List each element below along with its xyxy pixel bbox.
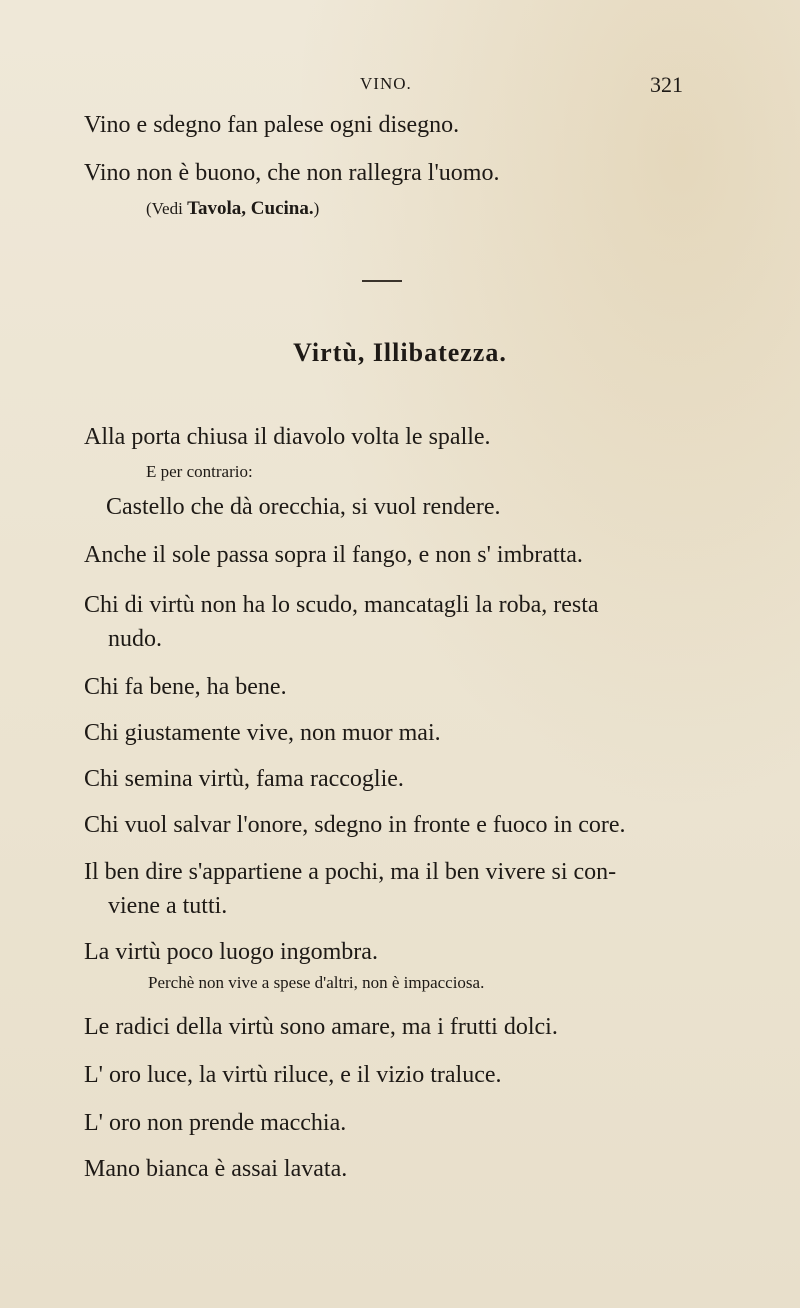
see-also-prefix: (Vedi: [146, 199, 188, 218]
proverb-line-continuation: viene a tutti.: [108, 893, 228, 919]
proverb-entry: Castello che dà orecchia, si vuol rendere.: [106, 494, 501, 520]
page-header: [0, 74, 800, 102]
proverb-entry: Chi vuol salvar l'onore, sdegno in fronte e fuoco in core.: [84, 812, 626, 838]
proverb-note: Perchè non vive a spese d'altri, non è impacciosa.: [148, 973, 485, 992]
proverb-entry: Alla porta chiusa il diavolo volta le spalle.: [84, 424, 491, 450]
proverb-entry: Chi semina virtù, fama raccoglie.: [84, 766, 404, 792]
section-heading: Virtù, Illibatezza.: [293, 338, 507, 367]
page-number: 321: [650, 72, 683, 97]
proverb-entry: Anche il sole passa sopra il fango, e non s' imbratta.: [84, 542, 583, 568]
proverb-entry: Le radici della virtù sono amare, ma i frutti dolci.: [84, 1014, 558, 1040]
proverb-note: E per contrario:: [146, 462, 253, 481]
see-also-suffix: ): [313, 199, 320, 218]
proverb-line-continuation: nudo.: [108, 626, 162, 652]
see-also-note: [146, 198, 319, 220]
proverb-entry: L' oro non prende macchia.: [84, 1110, 347, 1136]
section-divider: [362, 280, 402, 282]
proverb-entry: Mano bianca è assai lavata.: [84, 1156, 348, 1182]
proverb-line: Chi di virtù non ha lo scudo, mancatagli la roba, resta: [84, 592, 599, 618]
proverb-entry: [84, 588, 684, 656]
proverb-entry: Chi giustamente vive, non muor mai.: [84, 720, 441, 746]
proverb-entry: La virtù poco luogo ingombra.: [84, 939, 378, 965]
proverb-entry: Chi fa bene, ha bene.: [84, 674, 287, 700]
proverb-entry: Vino non è buono, che non rallegra l'uomo.: [84, 160, 500, 186]
see-also-refs: Tavola, Cucina.: [187, 198, 314, 219]
running-title: VINO.: [360, 74, 412, 93]
proverb-line: Il ben dire s'appartiene a pochi, ma il ben vivere si con-: [84, 859, 617, 885]
proverb-entry: L' oro luce, la virtù riluce, e il vizio traluce.: [84, 1062, 502, 1088]
proverb-entry: Vino e sdegno fan palese ogni disegno.: [84, 112, 460, 138]
proverb-entry: [84, 855, 684, 923]
